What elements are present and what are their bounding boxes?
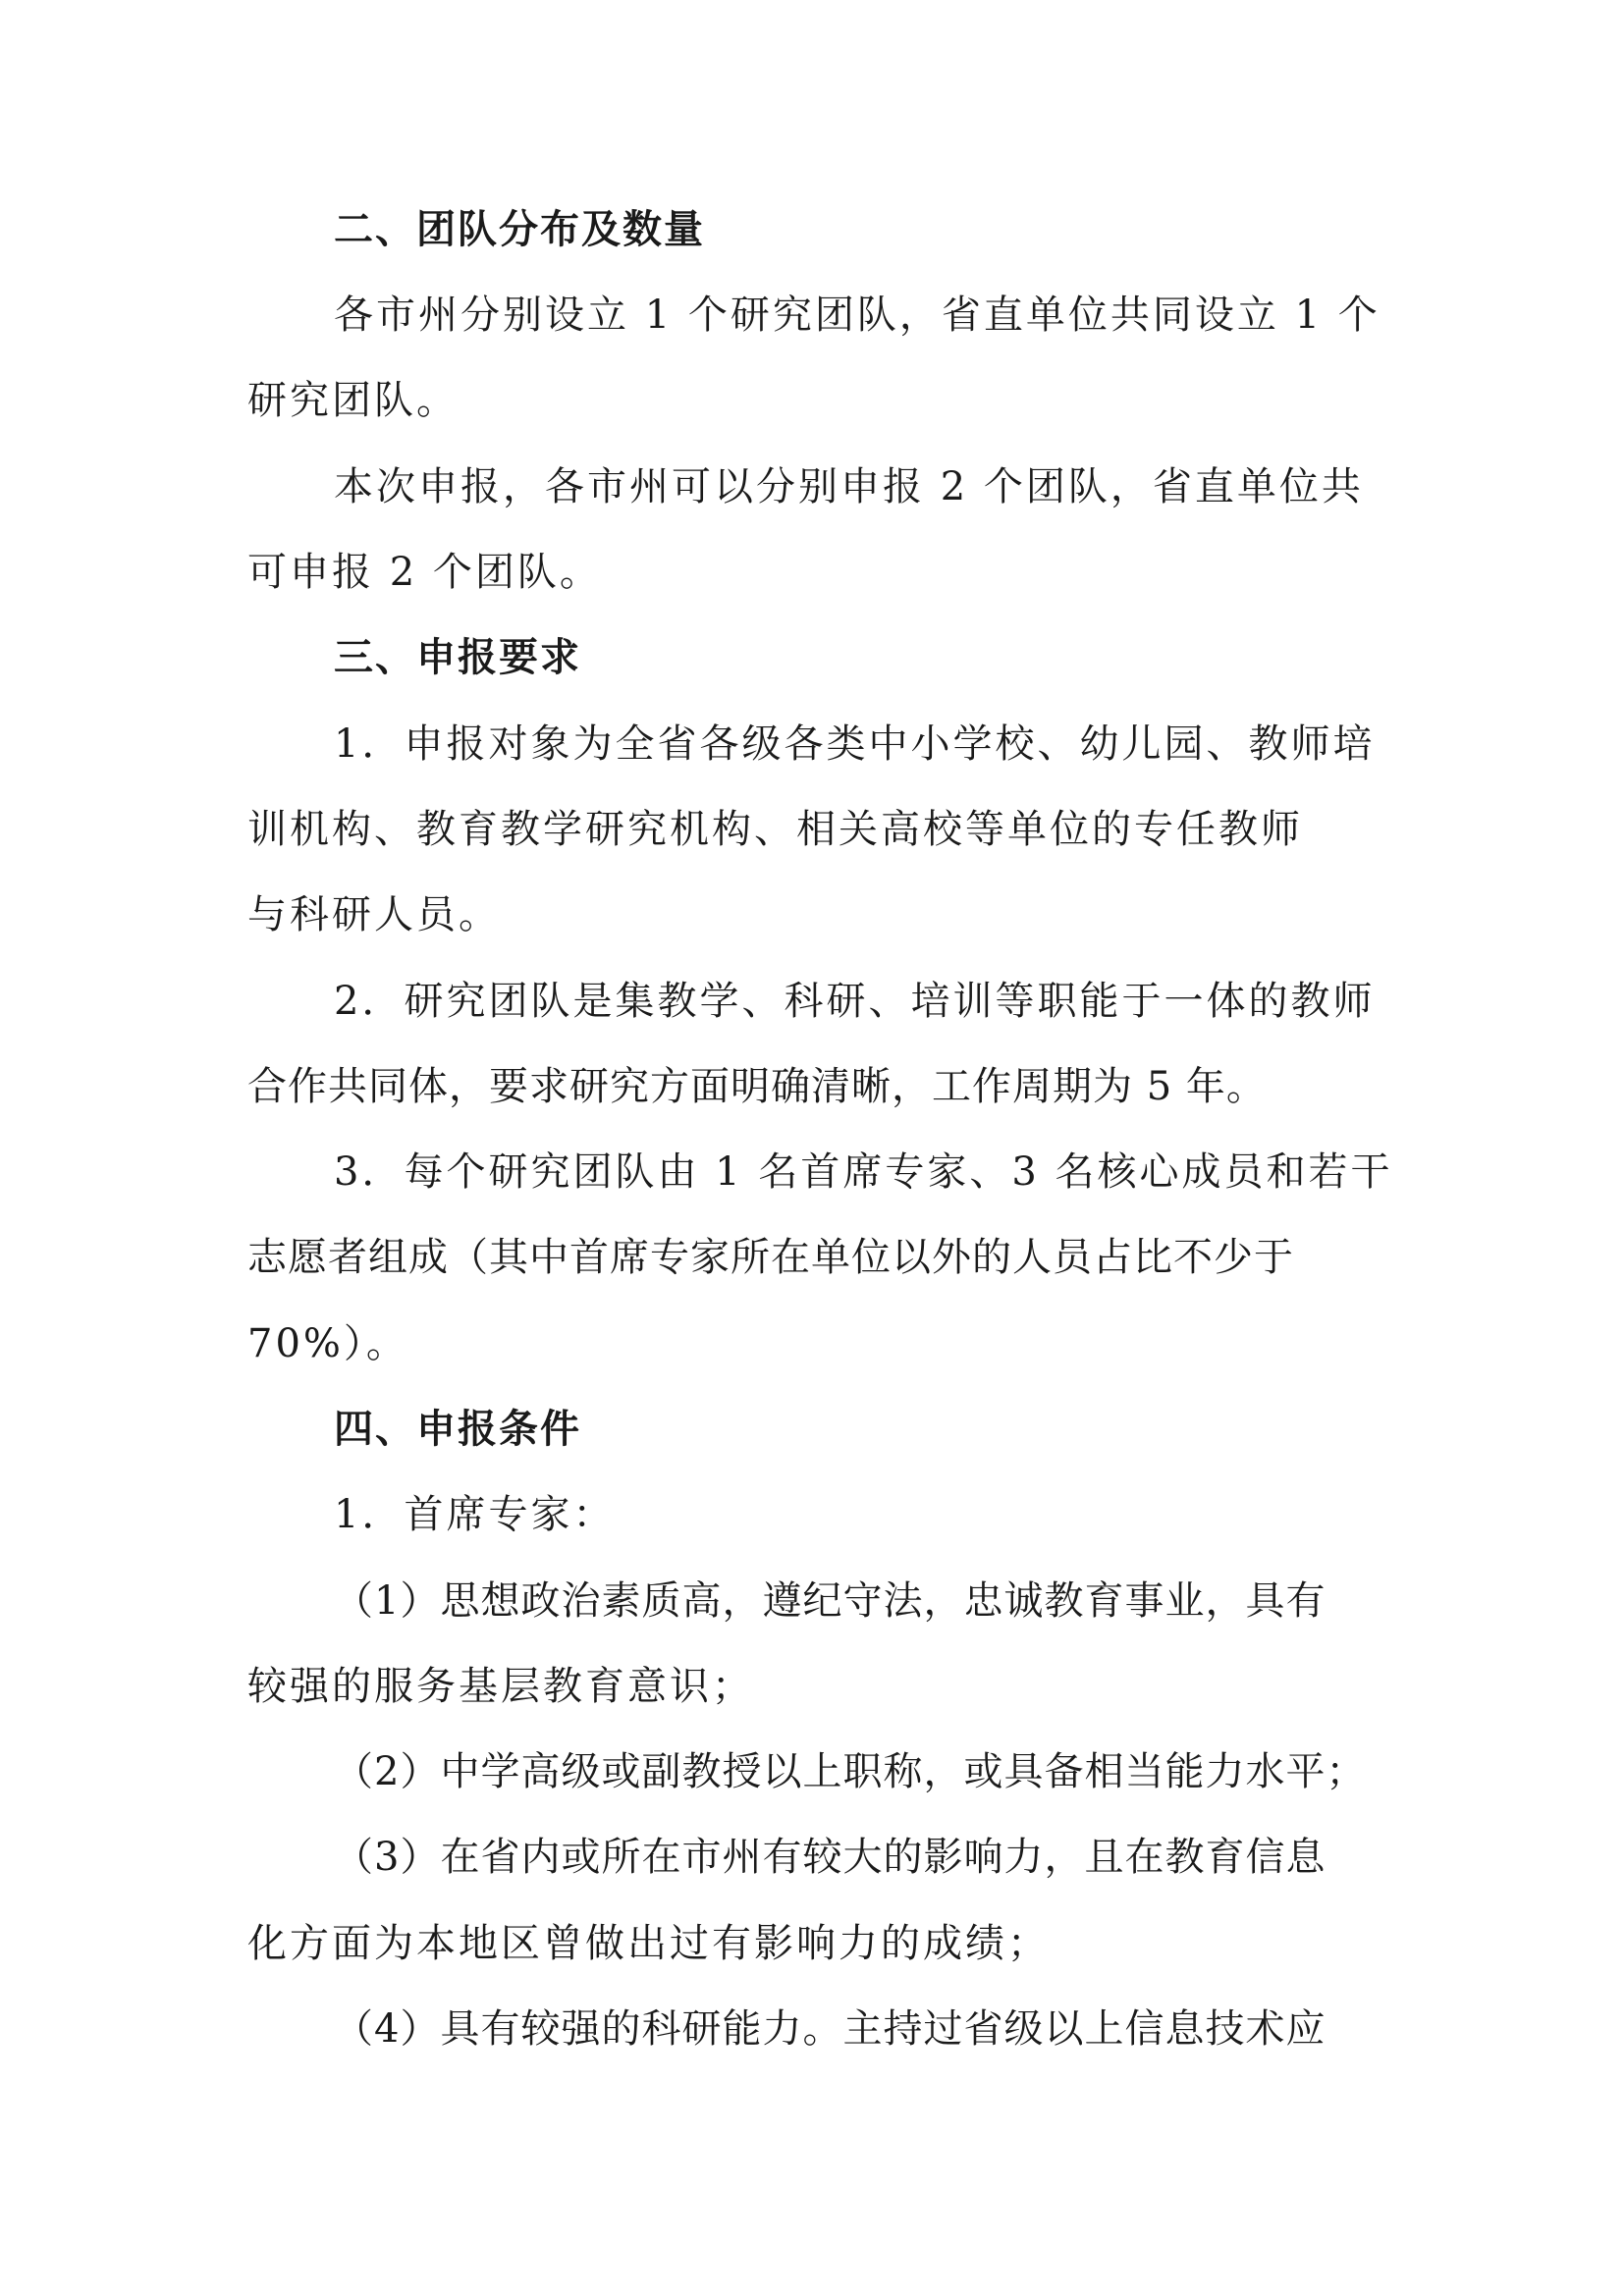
paragraph-line: 研究团队。 xyxy=(247,378,459,423)
paragraph-line: 化方面为本地区曾做出过有影响力的成绩； xyxy=(247,1921,1050,1966)
section-heading-team-distribution: 二、团队分布及数量 xyxy=(334,207,705,252)
paragraph-line: （3）在省内或所在市州有较大的影响力，且在教育信息 xyxy=(334,1835,1326,1880)
paragraph-line: 合作共同体，要求研究方面明确清晰，工作周期为 5 年。 xyxy=(247,1064,1267,1109)
paragraph-line: （4）具有较强的科研能力。主持过省级以上信息技术应 xyxy=(334,2006,1326,2052)
paragraph-line: （2）中学高级或副教授以上职称，或具备相当能力水平； xyxy=(334,1749,1367,1794)
paragraph-line: 训机构、教育教学研究机构、相关高校等单位的专任教师 xyxy=(247,807,1303,852)
paragraph-line: 70%）。 xyxy=(247,1321,408,1366)
paragraph-line: 1．申报对象为全省各级各类中小学校、幼儿园、教师培 xyxy=(334,721,1376,767)
paragraph-line: 志愿者组成（其中首席专家所在单位以外的人员占比不少于 xyxy=(247,1235,1294,1280)
paragraph-line: 1．首席专家： xyxy=(334,1492,616,1537)
paragraph-line: （1）思想政治素质高，遵纪守法，忠诚教育事业，具有 xyxy=(334,1578,1326,1624)
paragraph-line: 较强的服务基层教育意识； xyxy=(247,1664,754,1709)
paragraph-line: 与科研人员。 xyxy=(247,892,501,937)
section-heading-conditions: 四、申报条件 xyxy=(334,1407,581,1452)
paragraph-line: 本次申报，各市州可以分别申报 2 个团队，省直单位共 xyxy=(334,464,1364,509)
section-heading-requirements: 三、申报要求 xyxy=(334,635,581,680)
paragraph-line: 可申报 2 个团队。 xyxy=(247,550,602,595)
paragraph-line: 各市州分别设立 1 个研究团队，省直单位共同设立 1 个 xyxy=(334,293,1380,338)
paragraph-line: 2．研究团队是集教学、科研、培训等职能于一体的教师 xyxy=(334,979,1376,1024)
paragraph-line: 3．每个研究团队由 1 名首席专家、3 名核心成员和若干 xyxy=(334,1149,1393,1195)
